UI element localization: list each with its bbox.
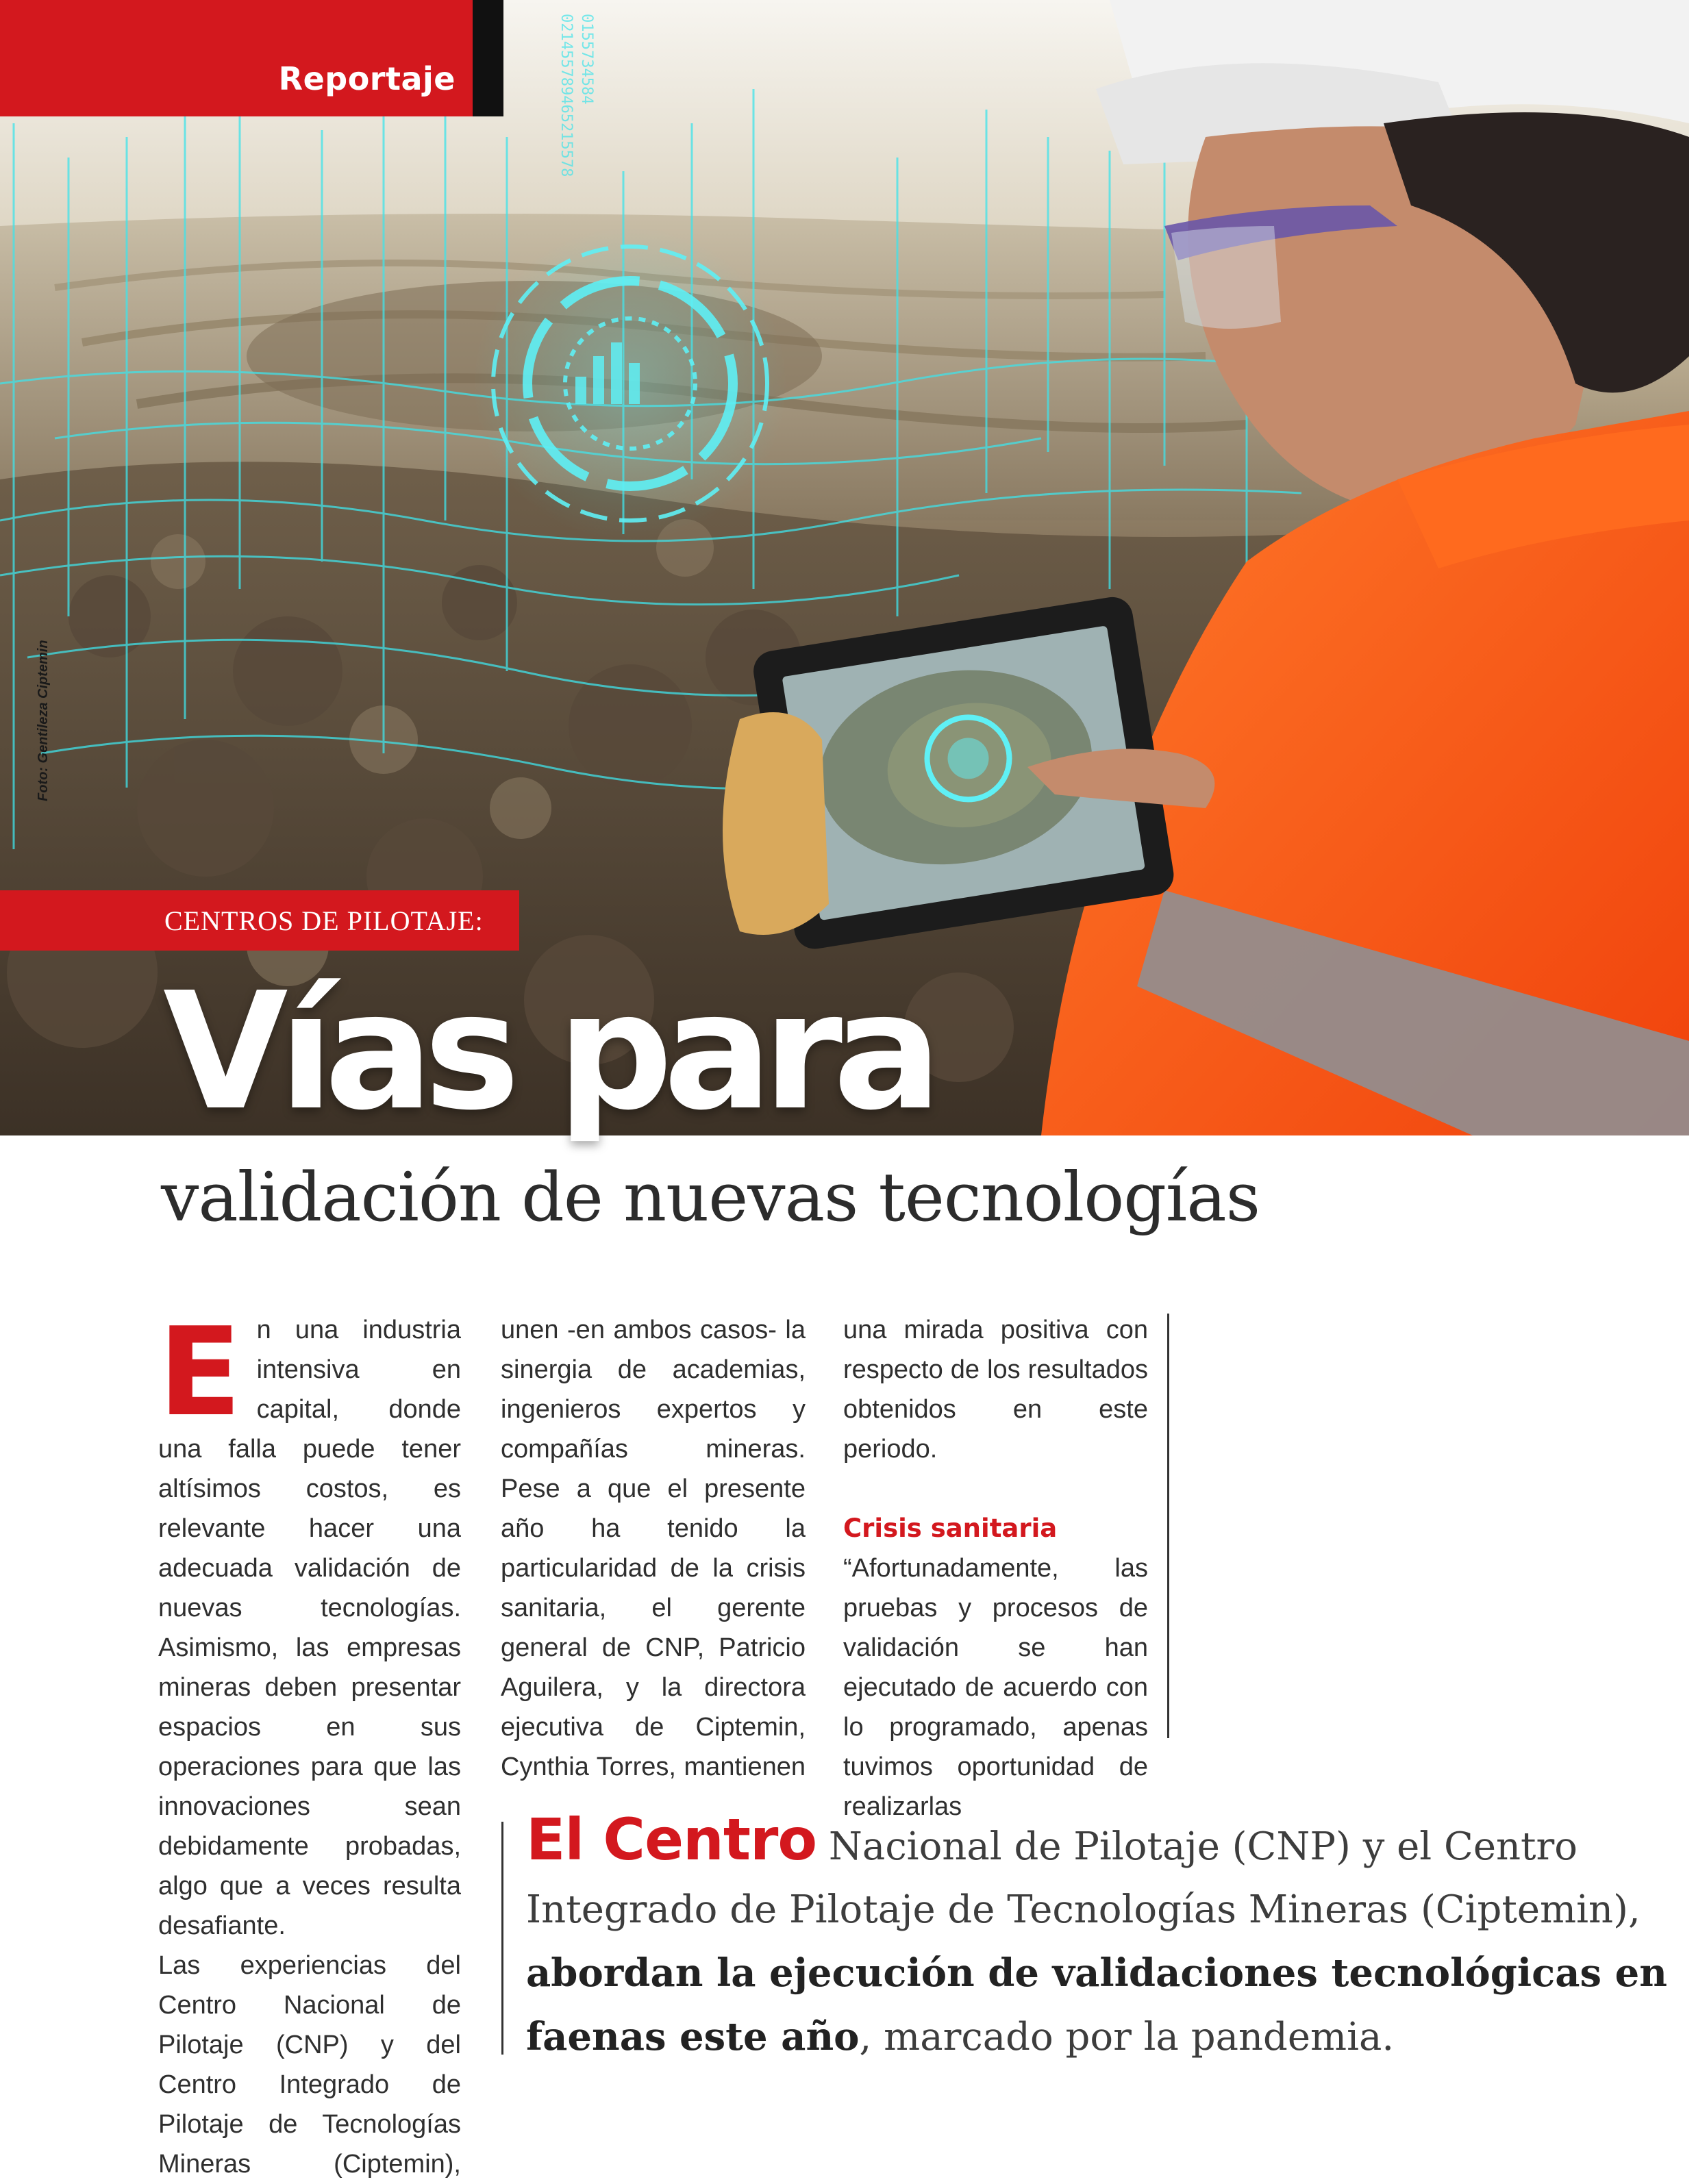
paragraph: “Afortunadamente, las pruebas y procesos de validación se han ejecutado de acuerdo con lo programado, apenas tuvimos oportunidad de realizarlas: [843, 1554, 1148, 1821]
paragraph: unen -en ambos casos- la sinergia de academias, ingenieros expertos y compañías mineras.: [501, 1316, 806, 1464]
headline: Vías para: [163, 957, 933, 1146]
pullquote-text: Nacional de Pilotaje (CNP) y el Centro Integrado de Pilotaje de Tecnologías Mineras (Ciptemin),: [526, 1824, 1641, 1932]
section-tag: [0, 0, 503, 116]
paragraph: Pese a que el presente año ha tenido la particularidad de la crisis sanitaria, el gerente general de CNP, Patricio Aguilera, y la directora ejecutiva de Ciptemin, Cynthia Torres, mantienen: [501, 1474, 806, 1781]
paragraph: n una industria intensiva en capital, donde una falla puede tener altísimos costos, es relevante hacer una adecuada validación de nuevas tecnologías. Asimismo, las empresas mineras deben presentar espacios en sus operaciones para que las innovaciones sean debidamente probadas, algo que a veces resulta desafiante.: [158, 1316, 461, 1940]
body-column-3: [843, 1310, 1148, 1827]
kicker-label: CENTROS DE PILOTAJE:: [164, 905, 484, 936]
section-heading: Crisis sanitaria: [843, 1514, 1058, 1543]
photo-credit: Foto: Gentileza Ciptemin: [36, 640, 51, 801]
pullquote-text-end: , marcado por la pandemia.: [859, 2015, 1395, 2059]
pullquote-lead: El Centro: [526, 1806, 817, 1873]
body-column-2: [501, 1310, 806, 1787]
pullquote-bold: abordan la ejecución de validaciones tecnológicas en faenas este año: [526, 1950, 1667, 2059]
pullquote: [526, 1808, 1677, 2069]
body-column-1: [158, 1301, 461, 2184]
pullquote-rule: [501, 1822, 503, 2055]
svg-text:021455789465215578: 021455789465215578: [558, 14, 575, 177]
svg-text:0155734584: 0155734584: [578, 14, 595, 105]
section-tag-label: Reportaje: [278, 60, 456, 97]
column-divider: [1167, 1314, 1169, 1738]
paragraph: Las experiencias del Centro Nacional de Pilotaje (CNP) y del Centro Integrado de Pilotaje de Tecnologías Mineras (Ciptemin),: [158, 1951, 461, 2179]
kicker-banner: [0, 890, 519, 951]
subheadline: validación de nuevas tecnologías: [161, 1159, 1260, 1237]
paragraph: una mirada positiva con respecto de los resultados obtenidos en este periodo.: [843, 1316, 1148, 1464]
drop-cap: E: [158, 1301, 242, 1443]
